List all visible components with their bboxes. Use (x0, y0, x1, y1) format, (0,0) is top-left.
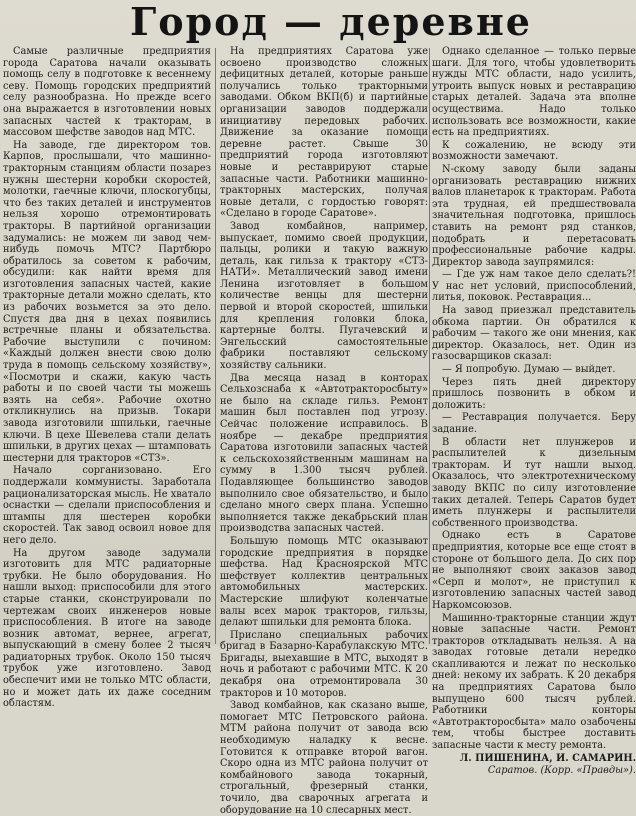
article-column-3 (432, 46, 636, 777)
paragraph: На завод приезжал представитель обкома партии. Он обратился к рабочим — такого же они мнения, как директор. Оказалось, нет. Один из газосварщиков сказал: (432, 305, 636, 363)
paragraph: Начало сорганизовано. Его поддержали коммунисты. Заработала рационализаторская мысль. Не хватало оснастки — сделали приспособления и штампы для шестерен коробки скоростей. Так завод освоил новое для него дело. (3, 465, 211, 546)
paragraph: Завод комбайнов, как сказано выше, помогает МТС Петровского района. МТМ района получит от завода всю необходимую наладку к весне. Готовится к отправке второй вагон. Скоро одна из МТС района получит от комбайнового завода токарный, строгальный, фрезерный станки, точило, два сварочных агрегата и оборудование на 10 слесарных мест. (220, 700, 428, 816)
paragraph: На предприятиях Саратова уже освоено производство сложных дефицитных деталей, которые раньше получались только тракторными заводами. Обком ВКП(б) и партийные организации заводов поддержали инициативу передовых рабочих. Движение за оказание помощи деревне растет. Свыше 30 предприятий города изготовляют новые и реставрируют старые запасные части. Работники машинно-тракторных мастерских, получая новые детали, с гордостью говорят: «Сделано в городе Саратове». (220, 46, 428, 220)
paragraph: Завод комбайнов, например, выпускает, помимо своей продукции, пальцы, ролики и такую важную деталь, как гильза к трактору «СТЗ-НАТИ». Металлический завод имени Ленина изготовляет в большом количестве венцы для шестерни первой и второй скоростей, шпильки для крепления головки блока, картерные болты. Пугачевский и Энгельсский самостоятельные фабрики поставляют сельскому хозяйству сальники. (220, 220, 428, 372)
paragraph: N-скому заводу были заданы организовать реставрацию нижних валов планетарок к тракторам. Работа эта трудная, ей предшествовала значительная подготовка, пришлось ставить на ремонт ряд станков, подобрать и перетасовать профессиональные рабочие кадры. Директор завода заупрямился: (432, 163, 636, 268)
paragraph: Большую помощь МТС оказывают городские предприятия в порядке шефства. Над Красноярской МТС шефствует коллектив центральных автомобильных мастерских. Мастерские шлифуют коленчатые валы всех марок тракторов, гильзы, делают шпильки для ремонта блока. (220, 535, 428, 629)
paragraph: Машинно-тракторные станции ждут новые запасные части. Ремонт тракторов откладывать нельзя. А на заводах готовые детали нередко скапливаются и лежат по несколько дней: некому их забрать. К 20 декабря на предприятиях Саратова было выпущено 600 тысяч рублей. Работники конторы «Автотракторосбыта» мало озабочены тем, чтобы быстрее доставить запасные части к месту ремонта. (432, 612, 636, 752)
article-column-1 (3, 46, 211, 710)
paragraph: Через пять дней директору пришлось позвонить в обком и доложить: (432, 376, 636, 411)
paragraph: Два месяца назад в конторах Сельхозснаба к «Автотракторосбыту» не было на складе гильз. Ремонт машин был поставлен под угрозу. Сейчас положение исправилось. В ноябре — декабре предприятия Саратова изготовили запасных частей к сельскохозяйственным машинам на сумму в 1.300 тысяч рублей. Подавляющее большинство заводов выполнило свое обязательство, и было сделано много сверх плана. Успешно выполняется также декабрьский план производства запасных частей. (220, 372, 428, 535)
paragraph: На другом заводе задумали изготовить для МТС радиаторные трубки. Не было оборудования. Но нашли выход: приспособили для этого старые станки, сконструировали по чертежам своих инженеров новые приспособления. В итоге на заводе возник автомат, вернее, агрегат, выпускающий в смену более 2 тысяч радиаторных трубок. Около 150 тысяч трубок уже изготовлено. Завод обеспечит ими не только МТС области, но и может дать их даже соседним областям. (3, 547, 211, 710)
paragraph: Самые различные предприятия города Саратова начали оказывать помощь селу в подготовке к весеннему севу. Помощь городских предприятий селу разнообразна. Но прежде всего она выражается в изготовлении новых запасных частей к тракторам, в массовом шефстве заводов над МТС. (3, 46, 211, 139)
page-title: Город — деревне (130, 0, 532, 44)
source-line: Саратов. (Корр. «Правды»). (487, 765, 636, 777)
paragraph: Однако сделанное — только первые шаги. Для того, чтобы удовлетворить нужды МТС области, надо усилить, утроить выпуск новых и реставрацию старых деталей. Задача эта вполне осуществима. Надо только использовать все возможности, какие есть на предприятиях. (432, 46, 636, 139)
paragraph: — Я попробую. Думаю — выйдет. (442, 364, 616, 376)
paragraph: На заводе, где директором тов. Карпов, прослышали, что машинно-тракторным станциям области позарез нужны шестерни коробки скоростей, молотки, гаечные ключи, плоскогубцы, что без таких деталей и инструментов нельзя хорошо отремонтировать тракторы. В партийной организации задумались: не можем ли завод чем-нибудь помочь МТС? Партбюро обратилось за советом к рабочим, обсудили: как найти время для изготовления запасных частей, какие тракторные детали можно сделать, кто из рабочих возьмется за это дело. Спустя два дня в цехах появились встречные планы и обязательства. Рабочие выступили с почином: «Каждый должен внести свою долю труда в помощь сельскому хозяйству», «Посмотри и скажи, какую часть работы и по своей части ты можешь взять на себя». Рабочие охотно откликнулись на призыв. Токари завода изготовили шпильки, гаечные ключи. В цехе Шевелева стали делать шпильки, в других цехах — штамповать шестерни для тракторов «СТЗ». (3, 139, 211, 464)
article-column-2 (220, 46, 428, 816)
column-divider (429, 48, 430, 644)
paragraph: — Реставрация получается. Беру задание. (432, 412, 636, 435)
author-signature: Л. ПИШЕНИНА, И. САМАРИН. (459, 752, 636, 764)
paragraph: Однако есть в Саратове предприятия, которые все еще стоят в стороне от большого дела. До сих пор не выполняют своих заказов завод «Серп и молот», не приступил к изготовлению запасных частей завод Наркомсоюзов. (432, 530, 636, 611)
paragraph: Прислано специальных рабочих бригад в Базарно-Карабулакскую МТС. Бригады, выехавшие в МТС, выходят в ночь и работают с рабочими МТС. К 20 декабря она отремонтировала 30 тракторов и 10 моторов. (220, 629, 428, 699)
paragraph: — Где уж нам такое дело сделать?! У нас нет условий, приспособлений, литья, поковок. Реставрация... (432, 269, 636, 304)
paragraph: В области нет плунжеров и распылителей к дизельным тракторам. И тут нашли выход. Оказалось, что электротехническому заводу ВКПС по силу изготовление таких деталей. Теперь Саратов будет иметь плунжеры и распылители собственного производства. (432, 436, 636, 529)
paragraph: К сожалению, не всюду эти возможности замечают. (432, 139, 636, 163)
column-divider (215, 48, 216, 644)
